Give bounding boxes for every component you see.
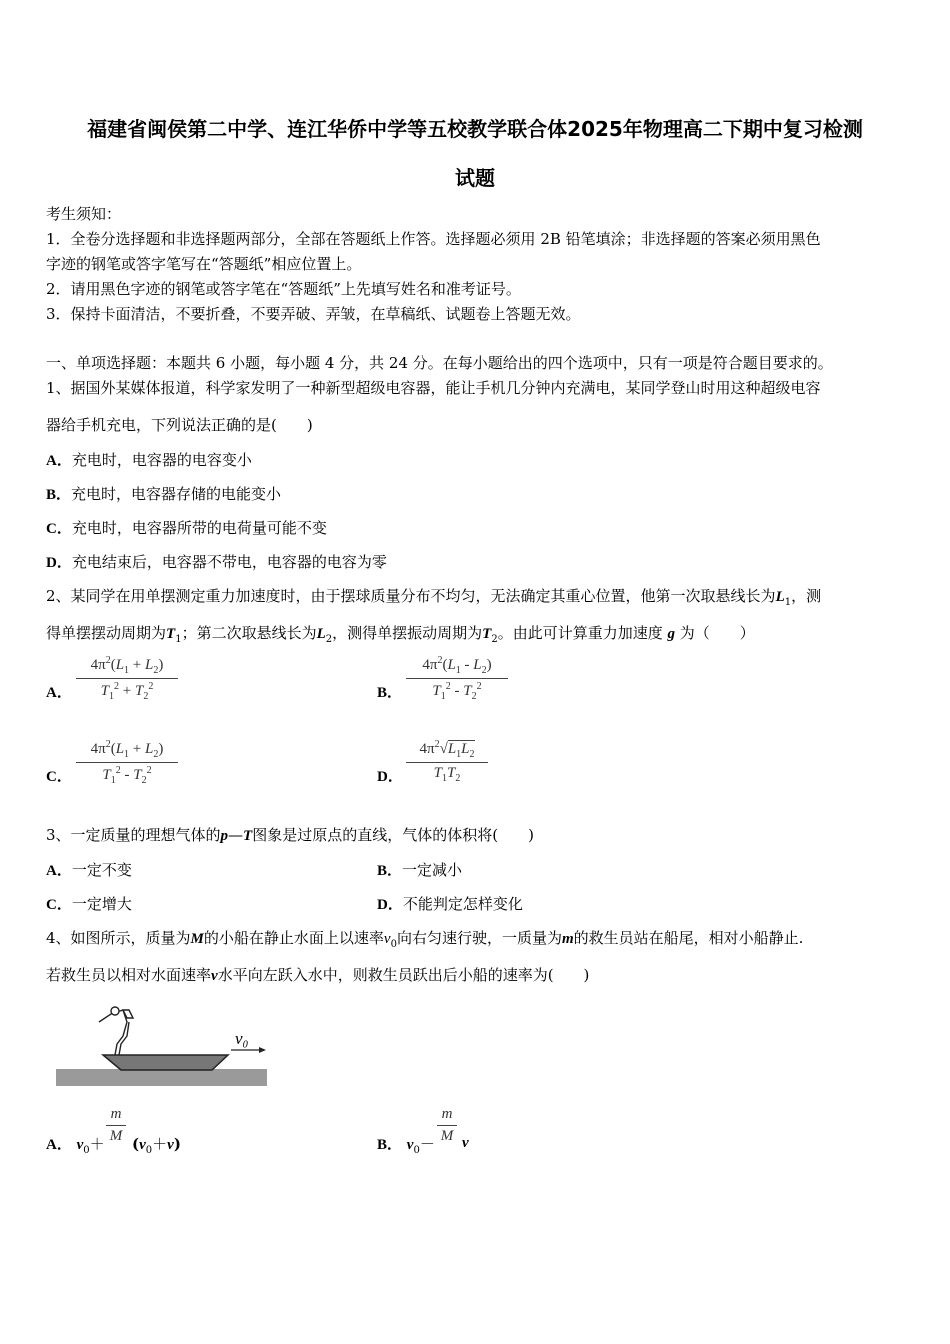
option-label: A． [46, 453, 72, 469]
q2-option-a-label: A． [46, 685, 72, 701]
q2-stem-text: 得单摆摆动周期为 [46, 624, 167, 642]
notice-item-2: 2．请用黑色字迹的钢笔或答字笔在“答题纸”上先填写姓名和准考证号。 [46, 280, 521, 298]
boat-figure [55, 998, 270, 1090]
q2-option-c-label: C． [46, 769, 72, 785]
q4-stem-text: 水平向左跃入水中，则救生员跃出后小船的速率为( ) [217, 966, 590, 984]
option-text: 不能判定怎样变化 [402, 895, 523, 913]
exam-title-line-1: 福建省闽侯第二中学、连江华侨中学等五校教学联合体2025年物理高二下期中复习检测 [87, 117, 863, 141]
q4-stem-text: 向右匀速行驶，一质量为 [396, 929, 562, 947]
q1-option-a [46, 449, 252, 470]
q4-option-b-tail: v [462, 1135, 469, 1151]
option-text: 充电时，电容器所带的电荷量可能不变 [71, 519, 327, 537]
q2-stem-text: ，测 [791, 587, 822, 605]
arrow-head-icon [259, 1047, 266, 1053]
option-label: B． [377, 863, 403, 879]
q2-stem-text: ；第二次取悬线长为 [181, 624, 317, 642]
q4-option-a: A． $v_0+$ [46, 1135, 105, 1156]
option-label: B． [377, 1137, 403, 1153]
option-text: 充电时，电容器的电容变小 [71, 451, 252, 469]
option-label: A． [46, 863, 72, 879]
q4-stem-line-2: 若救生员以相对水面速率v水平向左跃入水中，则救生员跃出后小船的速率为( ) [46, 966, 590, 984]
q2-option-d-formula: $4\pi^2√L_1L_2$ $T_1T_2$ [406, 739, 488, 784]
option-text: 一定增大 [71, 895, 132, 913]
q2-option-b-label: B． [377, 685, 403, 701]
q3-stem-text: 3、一定质量的理想气体的 [46, 826, 221, 844]
q2-stem-text: 2、某同学在用单摆测定重力加速度时，由于摆球质量分布不均匀，无法确定其重心位置，他第一次取悬线长为 [46, 587, 776, 605]
q2-stem-text: 为（ ） [679, 624, 755, 642]
q4-option-b: B． $v_0-$ [377, 1135, 435, 1156]
q2-option-d-label: D． [377, 769, 403, 785]
q3-stem: 3、一定质量的理想气体的p—T图象是过原点的直线，气体的体积将( ) [46, 826, 534, 844]
option-label: D． [46, 555, 72, 571]
q4-option-b-fraction: m M [437, 1106, 457, 1145]
option-text: 充电结束后，电容器不带电，电容器的电容为零 [71, 553, 387, 571]
q4-stem-text: 4、如图所示，质量为 [46, 929, 191, 947]
option-text: 一定减小 [402, 861, 463, 879]
q2-stem-line-1: 2、某同学在用单摆测定重力加速度时，由于摆球质量分布不均匀，无法确定其重心位置，他第一次取悬线长为$L_1$，测 [46, 587, 822, 608]
option-label: C． [46, 521, 72, 537]
q3-stem-text: 图象是过原点的直线，气体的体积将( ) [252, 826, 534, 844]
q1-option-d [46, 551, 387, 572]
q2-stem-line-2: 得单摆摆动周期为$T_1$；第二次取悬线长为$L_2$，测得单摆振动周期为$T_2$。由此可计算重力加速度 g 为（ ） [46, 624, 755, 645]
q3-option-a [46, 859, 132, 880]
section-1-heading: 一、单项选择题：本题共 6 小题，每小题 4 分，共 24 分。在每小题给出的四个选项中，只有一项是符合题目要求的。 [46, 354, 833, 372]
notice-heading: 考生须知： [46, 205, 122, 223]
q4-option-a-tail: $(v_0+v)$ [132, 1135, 181, 1156]
q4-stem-text: 若救生员以相对水面速率 [46, 966, 212, 984]
boat-hull [103, 1055, 228, 1070]
option-text: 一定不变 [71, 861, 132, 879]
q2-stem-text: ，测得单摆振动周期为 [332, 624, 483, 642]
notice-item-1a: 1．全卷分选择题和非选择题两部分，全部在答题纸上作答。选择题必须用 2B 铅笔填涂；非选择题的答案必须用黑色 [46, 230, 821, 248]
option-text: 充电时，电容器存储的电能变小 [71, 485, 282, 503]
notice-item-1b: 字迹的钢笔或答字笔写在“答题纸”相应位置上。 [46, 255, 362, 273]
q4-stem-line-1: 4、如图所示，质量为M的小船在静止水面上以速率$v_0$向右匀速行驶，一质量为m的救生员站在船尾，相对小船静止. [46, 929, 804, 950]
q1-option-c [46, 517, 327, 538]
q3-option-c [46, 893, 132, 914]
q1-stem-line-1: 1、据国外某媒体报道，科学家发明了一种新型超级电容器，能让手机几分钟内充满电，某同学登山时用这种超级电容 [46, 379, 821, 397]
option-label: A． [46, 1137, 72, 1153]
option-label: D． [377, 897, 403, 913]
q3-option-b [377, 859, 462, 880]
q4-stem-text: 的小船在静止水面上以速率 [203, 929, 384, 947]
velocity-label: v₀ [235, 1029, 249, 1048]
rescuer-icon [99, 1007, 133, 1055]
q1-option-b [46, 483, 281, 504]
q2-option-a-formula: $4\pi^2(L_1 + L_2)$ $T_1^2 + T_2^2$ [76, 655, 178, 702]
q4-option-a-fraction: m M [106, 1106, 126, 1145]
q1-stem-line-2: 器给手机充电，下列说法正确的是( ) [46, 416, 313, 434]
q2-stem-text: 。由此可计算重力加速度 [497, 624, 663, 642]
notice-item-3: 3．保持卡面清洁，不要折叠，不要弄破、弄皱，在草稿纸、试题卷上答题无效。 [46, 305, 581, 323]
q2-option-b-formula: $4\pi^2(L_1 - L_2)$ $T_1^2 - T_2^2$ [406, 655, 508, 702]
q2-option-c-formula: $4\pi^2(L_1 + L_2)$ $T_1^2 - T_2^2$ [76, 739, 178, 786]
q4-stem-text: 的救生员站在船尾，相对小船静止. [573, 929, 804, 947]
option-label: B． [46, 487, 72, 503]
water-surface [56, 1069, 267, 1086]
q3-option-d [377, 893, 523, 914]
exam-title-line-2: 试题 [455, 166, 495, 190]
option-label: C． [46, 897, 72, 913]
